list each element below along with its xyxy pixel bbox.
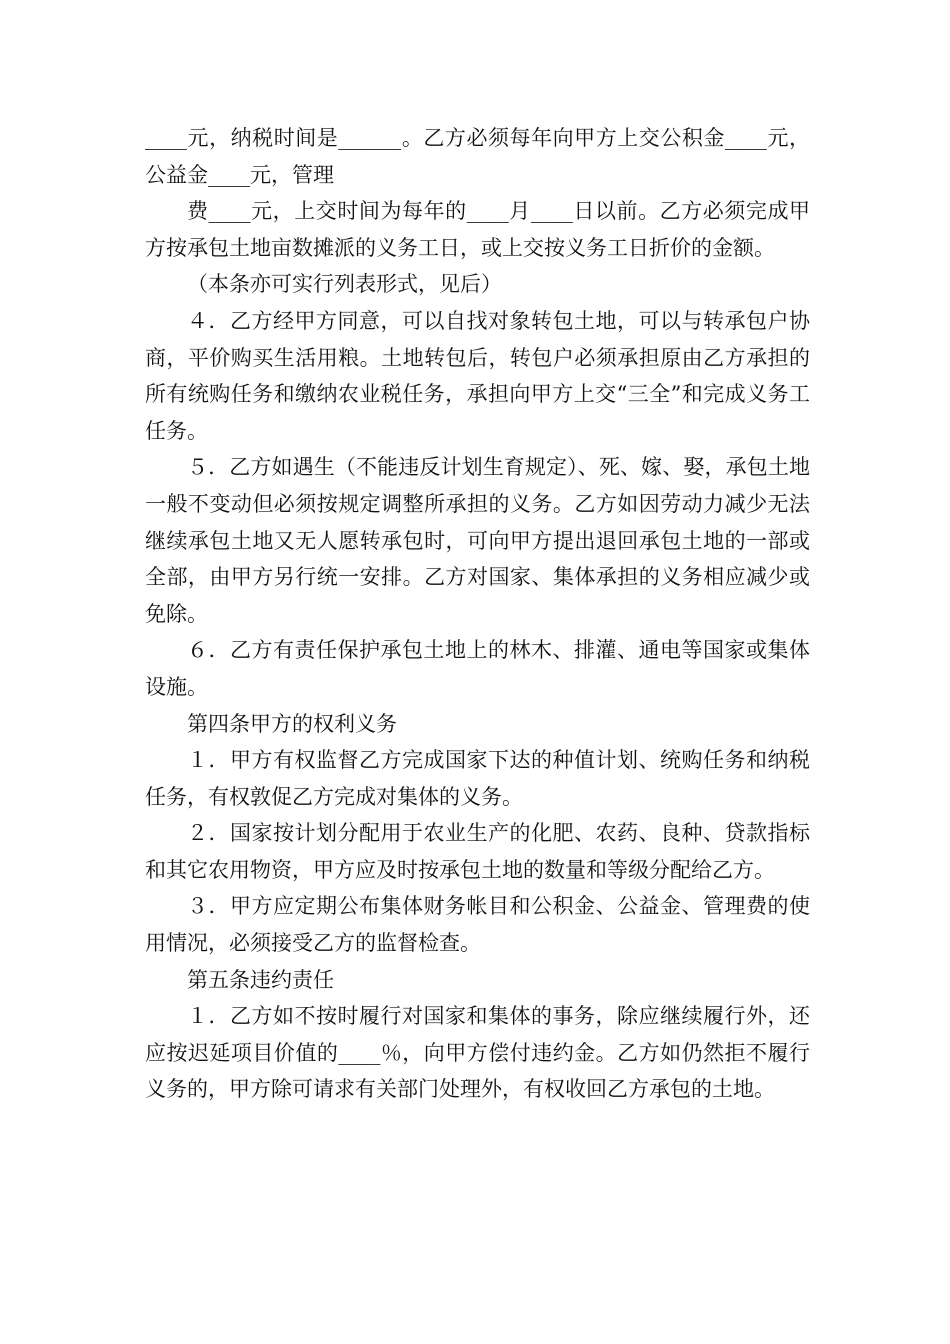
- clause-4-item-3: ３．甲方应定期公布集体财务帐目和公积金、公益金、管理费的使用情况，必须接受乙方的监督检查。: [145, 894, 810, 956]
- document-body: [145, 120, 810, 1108]
- clause-3-item-6: ６．乙方有责任保护承包土地上的林木、排灌、通电等国家或集体设施。: [145, 638, 810, 699]
- section-heading-article-4: 第四条甲方的权利义务: [187, 711, 397, 736]
- clause-4-item-2: ２．国家按计划分配用于农业生产的化肥、农药、良种、贷款指标和其它农用物资，甲方应及时按承包土地的数量和等级分配给乙方。: [145, 821, 810, 882]
- clause-4-item-1: １．甲方有权监督乙方完成国家下达的种值计划、统购任务和纳税任务，有权敦促乙方完成对集体的义务。: [145, 748, 810, 809]
- clause-5-item-1: １．乙方如不按时履行对国家和集体的事务，除应继续履行外，还应按迟延项目价值的____％，向甲方偿付违约金。乙方如仍然拒不履行义务的，甲方除可请求有关部门处理外，有权收回乙方承包的土地。: [145, 1004, 810, 1102]
- paragraph-fees-opening: ____元，纳税时间是______。乙方必须每年向甲方上交公积金____元，公益金____元，管理: [145, 126, 810, 187]
- paragraph-fees-continued: 费____元，上交时间为每年的____月____日以前。乙方必须完成甲方按承包土地亩数摊派的义务工日，或上交按义务工日折价的金额。: [145, 199, 810, 260]
- section-heading-article-5: 第五条违约责任: [187, 967, 334, 992]
- paragraph-table-note: （本条亦可实行列表形式，见后）: [187, 272, 502, 297]
- clause-3-item-5: ５．乙方如遇生（不能违反计划生育规定）、死、嫁、娶，承包土地一般不变动但必须按规定调整所承担的义务。乙方如因劳动力减少无法继续承包土地又无人愿转承包时，可向甲方提出退回承包土地的一部或全部，由甲方另行统一安排。乙方对国家、集体承担的义务相应减少或免除。: [145, 455, 810, 626]
- clause-3-item-4: ４．乙方经甲方同意，可以自找对象转包土地，可以与转承包户协商，平价购买生活用粮。土地转包后，转包户必须承担原由乙方承担的所有统购任务和缴纳农业税任务，承担向甲方上交“三全”和完成义务工任务。: [145, 308, 810, 443]
